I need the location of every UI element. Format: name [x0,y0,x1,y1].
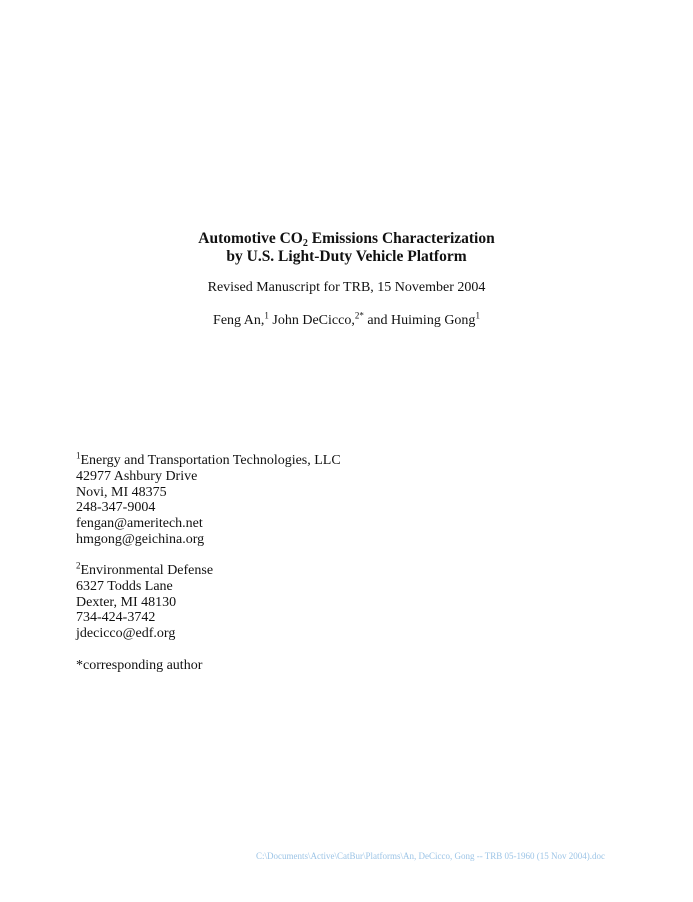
document-file-path-footer: C:\Documents\Active\CatBur\Platforms\An, DeCicco, Gong -- TRB 05-1960 (15 Nov 2004).doc [256,851,606,861]
paper-title-line-2: by U.S. Light-Duty Vehicle Platform [226,248,467,265]
author-name: and Huiming Gong [363,313,476,328]
affiliation-block-1 [76,450,341,548]
title-suffix: Emissions Characterization [307,230,495,247]
affiliation-org [76,560,214,579]
author-name: John DeCicco, [268,313,355,328]
address-line: 6327 Todds Lane [76,578,173,594]
phone-number: 248-347-9004 [76,500,156,516]
corresponding-author-note: *corresponding author [76,658,203,673]
affiliation-block-2 [76,560,214,642]
author-affiliation-mark: 1 [475,310,480,321]
address-line: Dexter, MI 48130 [76,594,177,610]
phone-number: 734-424-3742 [76,610,156,626]
address-line: 42977 Ashbury Drive [76,468,198,484]
affiliation-mark: 1 [76,450,81,461]
affiliation-org [76,450,341,469]
affiliation-org-name: Energy and Transportation Technologies, LLC [80,453,341,468]
email-address: jdecicco@edf.org [76,626,176,642]
title-subscript: 2 [302,238,308,249]
manuscript-note: Revised Manuscript for TRB, 15 November 2004 [207,280,486,295]
email-address: hmgong@geichina.org [76,531,205,547]
title-prefix: Automotive CO [198,230,303,247]
address-line: Novi, MI 48375 [76,484,167,500]
author-name: Feng An, [213,313,265,328]
author-list [0,312,693,330]
author-affiliation-mark: 1 [264,310,269,321]
paper-title-line-1 [0,230,693,250]
author-affiliation-mark: 2* [354,310,364,321]
affiliation-org-name: Environmental Defense [80,563,214,578]
affiliation-mark: 2 [76,560,81,571]
email-address: fengan@ameritech.net [76,516,203,532]
